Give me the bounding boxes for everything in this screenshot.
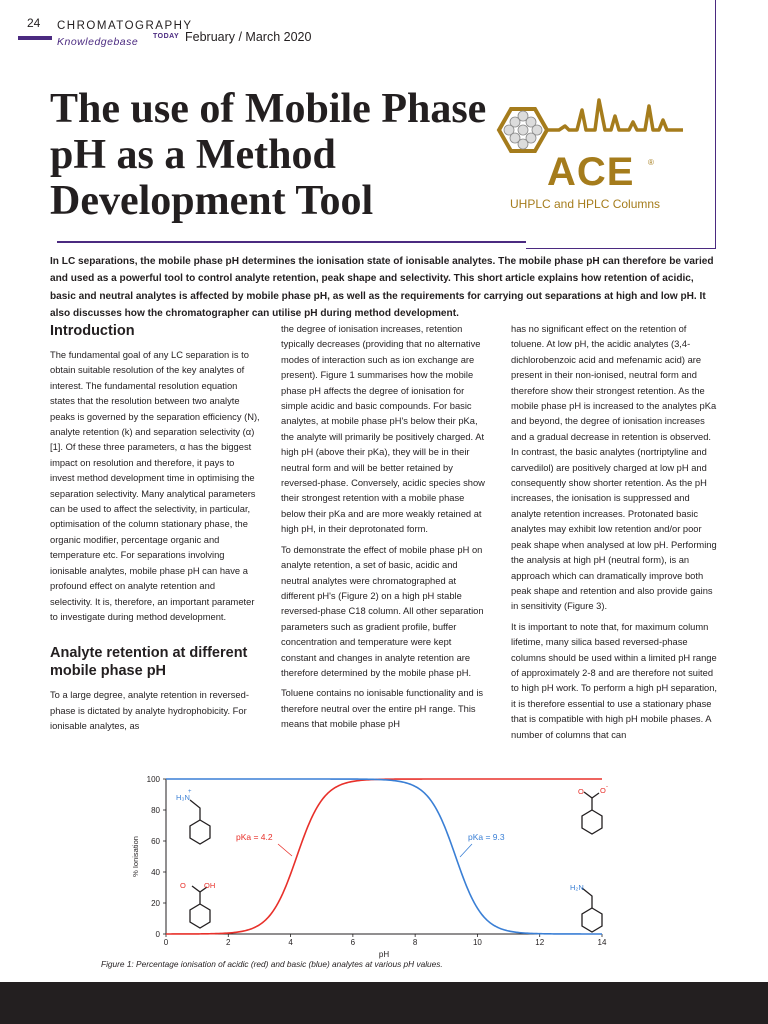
article-title: The use of Mobile Phase pH as a Method Development Tool bbox=[50, 86, 487, 224]
benzoate-ring-icon bbox=[582, 810, 602, 834]
label-ominus: O bbox=[600, 786, 606, 795]
issue-date: February / March 2020 bbox=[185, 30, 312, 44]
page-number-rule bbox=[18, 36, 52, 40]
paragraph: It is important to note that, for maximum column lifetime, many silica based reversed-phase columns should be used within a limited pH range of approximately 2-8 and are therefore not suited to high pH work. To perform a high pH separation, it is therefore essential to use a stationary phase that is compatible with high pH mobile phases. A number of columns that can bbox=[511, 621, 718, 740]
y-tick-label: 0 bbox=[155, 930, 160, 939]
journal-section: Knowledgebase bbox=[57, 36, 139, 48]
x-tick-label: 8 bbox=[412, 938, 418, 947]
benzoic-acid-ring-icon bbox=[190, 904, 210, 928]
benzylamine-chain-icon bbox=[190, 800, 200, 820]
y-tick-label: 60 bbox=[151, 837, 160, 846]
frame-rule-bottom-ad bbox=[526, 248, 716, 249]
heading-introduction: Introduction bbox=[50, 323, 135, 339]
ace-brand: ACE bbox=[547, 150, 635, 194]
benzoic-acid-chain-icon bbox=[192, 886, 200, 904]
figure-caption: Figure 1: Percentage ionisation of acidic (red) and basic (blue) analytes at various pH values. bbox=[101, 959, 443, 969]
journal-name: CHROMATOGRAPHY bbox=[57, 20, 193, 32]
benzoate-chain-icon bbox=[584, 792, 592, 810]
x-tick-label: 4 bbox=[288, 938, 293, 947]
ace-tagline: UHPLC and HPLC Columns bbox=[510, 197, 661, 211]
article-intro: In LC separations, the mobile phase pH determines the ionisation state of ionisable analytes. The mobile phase pH can therefore be varied and used as a powerful tool to control analyte retention, peak shape and selectivity. This short article explains how retention of acidic, basic and neutral analytes is affected by mobile phase pH, as well as the requirements for carrying out separations at high and low pH. It also discusses how the chromatographer can utilise pH during method development. bbox=[50, 256, 714, 319]
paragraph: the degree of ionisation increases, retention typically decreases (providing that no alternative modes of interaction such as ion exchange are present). Figure 1 summarises how the mobile phase pH affects the degree of ionisation for simple acidic and basic compounds. For basic analytes, at mobile phase pH's below their pKa, the analyte will primarily be positively charged. At high pH (above their pKa), they will be in their neutral form and will be better retained by reversed-phase. Conversely, acidic species show their strongest retention with a mobile phase below their pKa and are more weakly retained at high pH, in their deprotonated form. bbox=[281, 324, 485, 535]
x-tick-label: 14 bbox=[597, 938, 607, 947]
annotation-pka-base-arrow bbox=[460, 844, 472, 857]
molecule-icons bbox=[190, 792, 602, 932]
paragraph: To a large degree, analyte retention in reversed-phase is dictated by analyte hydrophobicity. For ionisable analytes, as bbox=[50, 690, 249, 732]
frame-rule-bottom bbox=[57, 241, 526, 243]
x-tick-label: 12 bbox=[535, 938, 545, 947]
ionisation-chart bbox=[100, 768, 620, 960]
column-3 bbox=[511, 322, 721, 748]
label-nh3: H₃N bbox=[176, 793, 190, 802]
label-ominus-charge: - bbox=[606, 784, 608, 790]
label-h2n: H₂N bbox=[570, 883, 584, 892]
annotation-pka-acid-arrow bbox=[278, 844, 292, 856]
label-nh3-charge: + bbox=[188, 789, 192, 795]
y-axis-label: % Ionisation bbox=[131, 836, 140, 877]
column-1 bbox=[50, 322, 260, 740]
page-number: 24 bbox=[27, 16, 41, 30]
column-2 bbox=[281, 322, 488, 738]
annotation-pka-base: pKa = 9.3 bbox=[468, 832, 505, 842]
neutral-amine-ring-icon bbox=[582, 908, 602, 932]
x-tick-label: 0 bbox=[163, 938, 169, 947]
y-tick-label: 40 bbox=[151, 868, 160, 877]
x-tick-label: 2 bbox=[226, 938, 231, 947]
x-tick-label: 6 bbox=[350, 938, 356, 947]
journal-today: TODAY bbox=[153, 33, 180, 40]
paragraph: The fundamental goal of any LC separation is to obtain suitable resolution of the key analytes of interest. The fundamental resolution equation states that the resolution between two analyte peaks is governed by the separation efficiency (N), analyte retention (k) and separation selectivity (α) [1]. Of these three parameters, α has the biggest impact on resolution and therefore, it pays to invest method development time in optimising the separation selectivity. Many analytical parameters can be used to affect the selectivity, in particular, optimisation of the column stationary phase, the organic modifier, percentage organic and temperature etc. For separations involving ionisable analytes, mobile phase pH can have a profound effect on analyte retention and selectivity. It is, therefore, an important parameter to investigate during method development. bbox=[50, 350, 260, 622]
label-o-acid: O bbox=[180, 881, 186, 890]
paragraph: has no significant effect on the retention of toluene. At low pH, the acidic analytes (3,4-dichlorobenzoic acid and mefenamic acid) are present in their non-ionised, neutral form and therefore show their strongest retention. As the mobile phase pH is increased to the analytes pKa and beyond, the degree of ionisation increases and a gradual decrease in retention is observed. In contrast, the basic analytes (nortriptyline and carvedilol) are positively charged at low pH and consequently show shorter retention. As the pH increases, the ionisation is suppressed and analyte retention increases. Protonated basic analytes may exhibit low retention and/or poor peak shape when analysed at low pH. Performing the analysis at high pH (neutral form), is an approach which can dramatically improve both peak shape and retention and also provide gains in sensitivity (Figure 3). bbox=[511, 324, 717, 612]
journal-logo bbox=[57, 20, 193, 54]
frame-rule-right bbox=[715, 0, 716, 249]
carboxylate-o-bond-icon bbox=[592, 793, 599, 798]
label-oh: OH bbox=[204, 881, 216, 890]
y-tick-label: 20 bbox=[151, 899, 160, 908]
x-tick-label: 10 bbox=[472, 938, 482, 947]
x-axis-label: pH bbox=[378, 950, 390, 959]
benzylamine-ring-icon bbox=[190, 820, 210, 844]
figure-1 bbox=[100, 768, 620, 960]
paragraph: Toluene contains no ionisable functionality and is therefore neutral over the entire pH range. This means that mobile phase pH bbox=[281, 688, 484, 730]
ace-registered: ® bbox=[648, 158, 654, 167]
series-line-acidic bbox=[166, 779, 602, 934]
series-line-basic bbox=[166, 779, 602, 934]
label-o-base: O bbox=[578, 787, 584, 796]
y-tick-label: 80 bbox=[151, 806, 160, 815]
annotation-pka-acid: pKa = 4.2 bbox=[236, 832, 273, 842]
y-tick-label: 100 bbox=[146, 775, 160, 784]
footer-band bbox=[0, 982, 768, 1024]
heading-analyte-retention: Analyte retention at different mobile phase pH bbox=[50, 645, 248, 680]
paragraph: To demonstrate the effect of mobile phase pH on analyte retention, a set of basic, acidic and neutral analytes were chromatographed at different pH's (Figure 2) on a high pH stable reversed-phase C18 column. All other separation parameters such as gradient profile, buffer concentration and temperature were kept constant and changes in analyte retention are therefore determined by the mobile phase pH. bbox=[281, 544, 484, 678]
